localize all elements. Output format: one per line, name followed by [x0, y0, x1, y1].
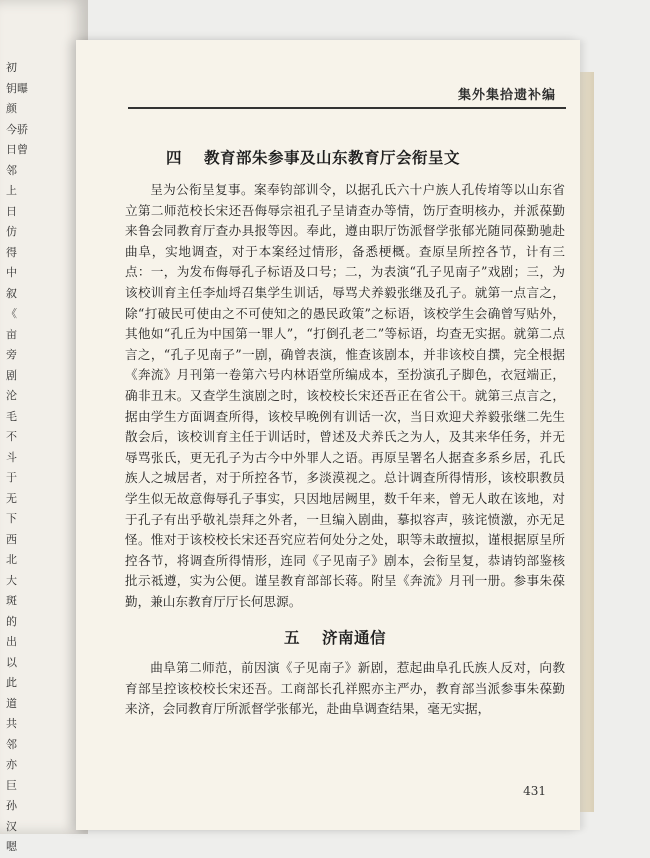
- left-page-line: 的: [6, 614, 17, 628]
- left-page-line: 出: [6, 635, 17, 648]
- section-5-body: [125, 658, 565, 720]
- right-page: [76, 40, 580, 830]
- left-page-line: 上: [6, 184, 17, 197]
- left-page-line: 于: [6, 471, 17, 484]
- left-page-line: 亩: [6, 327, 17, 341]
- section-4-heading: [166, 146, 460, 168]
- left-page-line: 剧: [6, 368, 17, 382]
- left-page-line: 仿: [6, 225, 17, 238]
- left-page-line: 下: [6, 512, 17, 525]
- left-page-line: 初: [6, 61, 17, 74]
- left-page-line: 道: [6, 696, 17, 710]
- section-4-title: 教育部朱参事及山东教育厅会衔呈文: [204, 149, 461, 167]
- left-page-line: 邻: [6, 163, 17, 177]
- left-page-line: 不: [6, 430, 17, 443]
- left-page-line: 颜: [6, 102, 17, 115]
- left-page-line: 旁: [6, 348, 17, 361]
- section-5-paragraph: 曲阜第二师范，前因演《子见南子》新剧，惹起曲阜孔氏族人反对，向教育部呈控该校校长宋还吾。工商部长孔祥熙亦主严办，教育部当派参事朱葆勤来济，会同教育厅所派督学张郁光，赴曲阜调查结果，毫无实据，: [125, 660, 565, 717]
- left-page: [0, 0, 88, 853]
- left-page-line: 斑: [6, 594, 17, 607]
- left-page-text-fragments: [6, 58, 66, 858]
- left-page-line: 孙: [6, 799, 17, 812]
- page-number: 431: [523, 784, 546, 798]
- section-5-number: 五: [284, 629, 301, 647]
- section-4-body: [125, 180, 565, 612]
- running-header: 集外集拾遗补编: [457, 88, 556, 103]
- left-page-line: 《: [6, 307, 17, 320]
- section-5-heading: [284, 626, 386, 648]
- left-page-line: 沦: [6, 389, 17, 402]
- left-page-line: 大: [6, 573, 17, 587]
- header-rule: [128, 107, 566, 109]
- left-page-line: 此: [6, 676, 17, 689]
- left-page-line: 日曾: [6, 143, 28, 156]
- left-page-line: 北: [6, 553, 17, 566]
- left-page-line: 无: [6, 491, 17, 505]
- left-page-line: 中: [6, 266, 17, 279]
- left-page-line: 今骄: [6, 122, 28, 136]
- left-page-line: 钥曝: [6, 81, 28, 95]
- left-page-line: 巨: [6, 778, 17, 792]
- left-page-line: 汉: [6, 819, 17, 833]
- left-page-line: 西: [6, 532, 17, 546]
- left-page-line: 共: [6, 717, 17, 730]
- left-page-line: 斗: [6, 450, 17, 464]
- left-page-line: 得: [6, 245, 17, 259]
- section-5-title: 济南通信: [322, 629, 387, 647]
- left-page-line: 以: [6, 655, 17, 669]
- section-4-paragraph: 呈为公衔呈复事。案奉钧部训令，以据孔氏六十户族人孔传堉等以山东省立第二师范校长宋还吾侮辱宗祖孔子呈请查办等情，饬厅查明核办，并派葆勤来鲁会同教育厅查办具报等因。奉此，遵由职厅饬派督学张郁光随同葆勤驰赴曲阜，实地调查，对于本案经过情形，备悉梗概。查原呈所控各节，计有三点：一，为发布侮辱孔子标语及口号；二，为表演“孔子见南子”戏剧；三，为该校训育主任李灿埒召集学生训话，辱骂犬养毅张继及孔子。就第一点言之，除“打破民可使由之不可使知之的愚民政策”之标语，该校学生会确曾写贴外，其他如“孔丘为中国第一罪人”，“打倒孔老二”等标语，均查无实据。就第二点言之，“孔子见南子”一剧，确曾表演，惟查该剧本，并非该校自撰，完全根据《奔流》月刊第一卷第六号内林语堂所编成本，至扮演孔子脚色，衣冠端正，确非丑末。又查学生演剧之时，该校校长宋还吾正在省公干。就第三点言之，据由学生方面调查所得，该校早晚例有训话一次，当日欢迎犬养毅张继二先生散会后，该校训育主任于训话时，曾述及犬养氏之为人，及其来华任务，并无辱骂张氏，更无孔子为古今中外罪人之语。再原呈署名人据查多系乡居，孔氏族人之城居者，对于所控各节，多淡漠视之。总计调查所得情形，该校职教员学生似无故意侮辱孔子事实，只因地居阙里，数千年来，曾无人敢在该地，对于孔子有出乎敬礼崇拜之外者，一旦编入剧曲，摹拟容声，骇诧愤激，亦无足怪。惟对于该校校长宋还吾究应若何处分之处，职等未敢擅拟，谨根据原呈所控各节，将调查所得情形，连同《子见南子》剧本，会衔呈复，恭请钧部鉴核批示祗遵，实为公便。谨呈教育部部长蒋。附呈《奔流》月刊一册。参事朱葆勤，兼山东教育厅厅长何思源。: [125, 182, 565, 609]
- page-edge: [580, 72, 594, 812]
- left-page-line: 邻: [6, 737, 17, 751]
- left-page-line: 叙: [6, 286, 17, 300]
- left-page-line: 亦: [6, 758, 17, 771]
- section-4-number: 四: [166, 149, 183, 167]
- left-page-line: 日: [6, 204, 17, 218]
- left-page-line: 毛: [6, 409, 17, 423]
- left-page-line: 嗯: [6, 840, 17, 853]
